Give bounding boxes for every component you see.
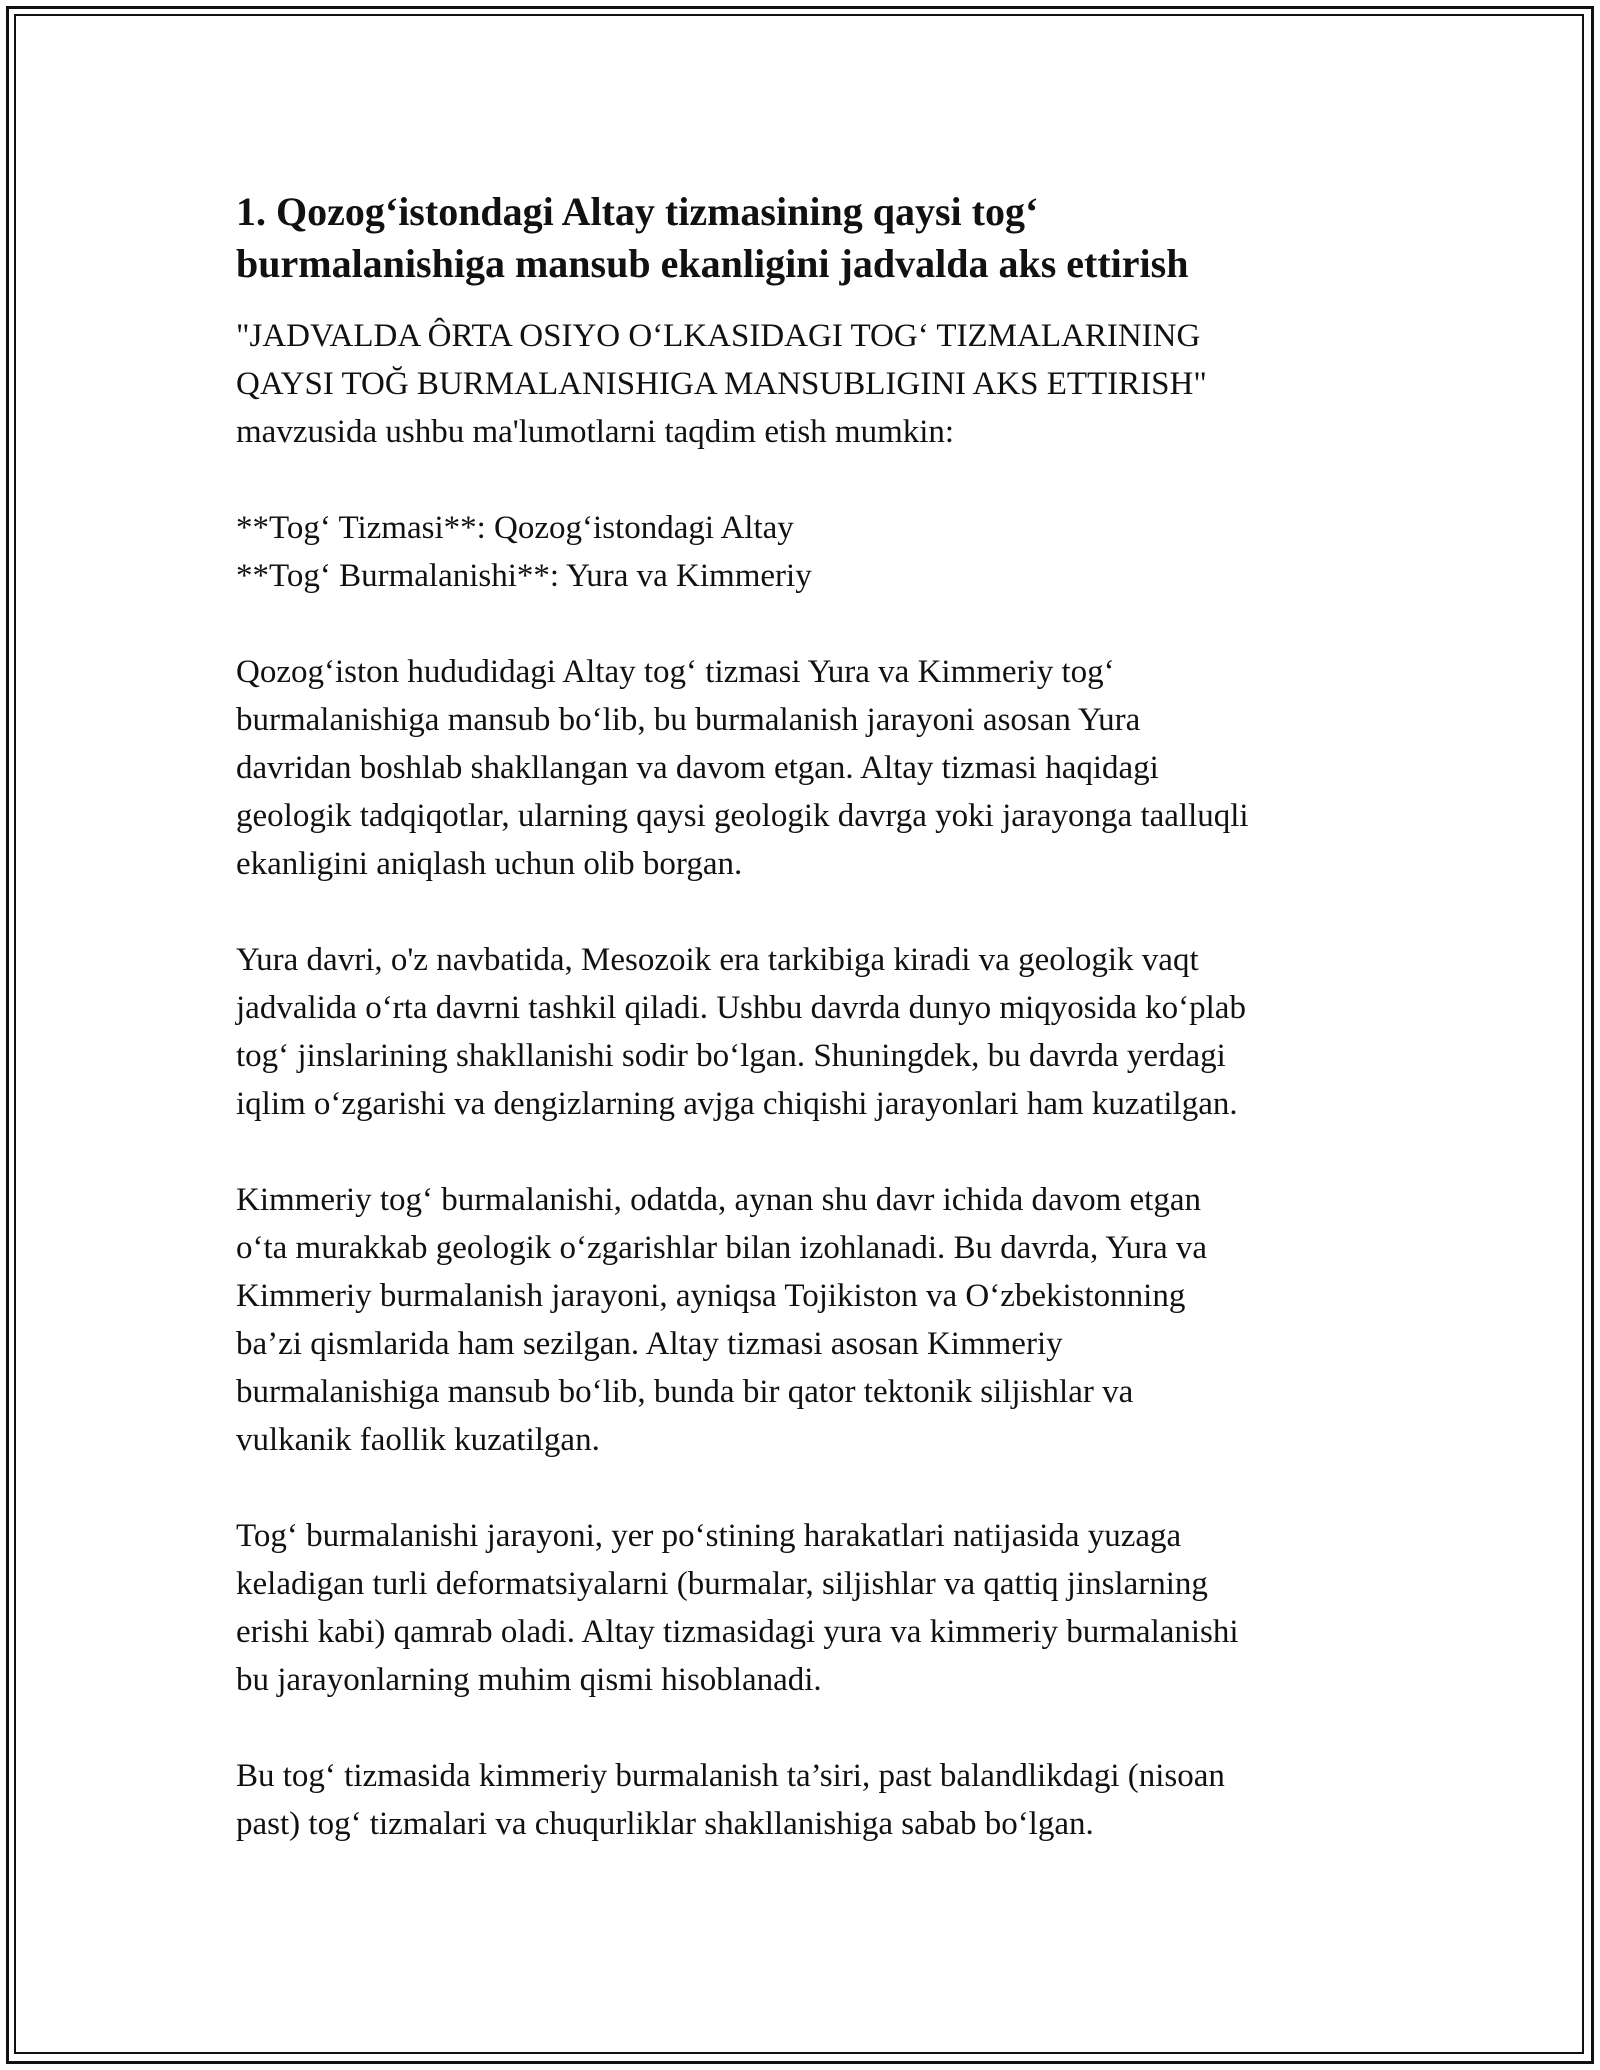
paragraph-line: tog‘ jinslarining shakllanishi sodir bo‘lgan. Shuningdek, bu davrda yerdagi xyxy=(236,1038,1226,1074)
field-mountain-range: **Tog‘ Tizmasi**: Qozog‘istondagi Altay xyxy=(236,510,794,546)
paragraph-line: past) tog‘ tizmalari va chuqurliklar shakllanishiga sabab bo‘lgan. xyxy=(236,1806,1094,1842)
paragraph-line: geologik tadqiqotlar, ularning qaysi geologik davrga yoki jarayonga taalluqli xyxy=(236,798,1249,834)
paragraph-line: burmalanishiga mansub bo‘lib, bunda bir qator tektonik siljishlar va xyxy=(236,1374,1134,1410)
title-line: burmalanishiga mansub ekanligini jadvalda aks ettirish xyxy=(236,241,1189,286)
intro-line: mavzusida ushbu ma'lumotlarni taqdim etish mumkin: xyxy=(236,414,955,450)
paragraph-line: burmalanishiga mansub bo‘lib, bu burmalanish jarayoni asosan Yura xyxy=(236,702,1141,738)
paragraph-line: o‘ta murakkab geologik o‘zgarishlar bilan izohlanadi. Bu davrda, Yura va xyxy=(236,1230,1208,1266)
document-title xyxy=(236,186,1376,290)
paragraph-line: Yura davri, o'z navbatida, Mesozoik era tarkibiga kiradi va geologik vaqt xyxy=(236,942,1199,978)
document-body xyxy=(236,186,1376,1896)
paragraph-line: Qozog‘iston hududidagi Altay tog‘ tizmasi Yura va Kimmeriy tog‘ xyxy=(236,654,1115,690)
paragraph-line: erishi kabi) qamrab oladi. Altay tizmasidagi yura va kimmeriy burmalanishi xyxy=(236,1614,1239,1650)
intro-line: "JADVALDA ÔRTA OSIYO O‘LKASIDAGI TOG‘ TIZMALARINING xyxy=(236,318,1201,354)
paragraph-line: iqlim o‘zgarishi va dengizlarning avjga chiqishi jarayonlari ham kuzatilgan. xyxy=(236,1086,1238,1122)
paragraph-line: ba’zi qismlarida ham sezilgan. Altay tizmasi asosan Kimmeriy xyxy=(236,1326,1063,1362)
body-paragraph-2 xyxy=(236,936,1376,1128)
field-folding: **Tog‘ Burmalanishi**: Yura va Kimmeriy xyxy=(236,558,812,594)
paragraph-line: bu jarayonlarning muhim qismi hisoblanadi. xyxy=(236,1662,822,1698)
body-paragraph-3 xyxy=(236,1176,1376,1464)
body-paragraph-4 xyxy=(236,1512,1376,1704)
title-line: 1. Qozog‘istondagi Altay tizmasining qaysi tog‘ xyxy=(236,189,1039,234)
paragraph-line: Kimmeriy tog‘ burmalanishi, odatda, aynan shu davr ichida davom etgan xyxy=(236,1182,1201,1218)
paragraph-line: Kimmeriy burmalanish jarayoni, ayniqsa Tojikiston va O‘zbekistonning xyxy=(236,1278,1186,1314)
paragraph-line: Tog‘ burmalanishi jarayoni, yer po‘stining harakatlari natijasida yuzaga xyxy=(236,1518,1182,1554)
fields-paragraph xyxy=(236,504,1376,600)
paragraph-line: keladigan turli deformatsiyalarni (burmalar, siljishlar va qattiq jinslarning xyxy=(236,1566,1208,1602)
intro-paragraph xyxy=(236,312,1376,456)
paragraph-line: Bu tog‘ tizmasida kimmeriy burmalanish ta’siri, past balandlikdagi (nisoan xyxy=(236,1758,1225,1794)
intro-line: QAYSI TOĞ BURMALANISHIGA MANSUBLIGINI AKS ETTIRISH" xyxy=(236,366,1207,402)
body-paragraph-5 xyxy=(236,1752,1376,1848)
body-paragraph-1 xyxy=(236,648,1376,888)
paragraph-line: ekanligini aniqlash uchun olib borgan. xyxy=(236,846,743,882)
paragraph-line: davridan boshlab shakllangan va davom etgan. Altay tizmasi haqidagi xyxy=(236,750,1159,786)
paragraph-line: jadvalida o‘rta davrni tashkil qiladi. Ushbu davrda dunyo miqyosida ko‘plab xyxy=(236,990,1246,1026)
paragraph-line: vulkanik faollik kuzatilgan. xyxy=(236,1422,600,1458)
